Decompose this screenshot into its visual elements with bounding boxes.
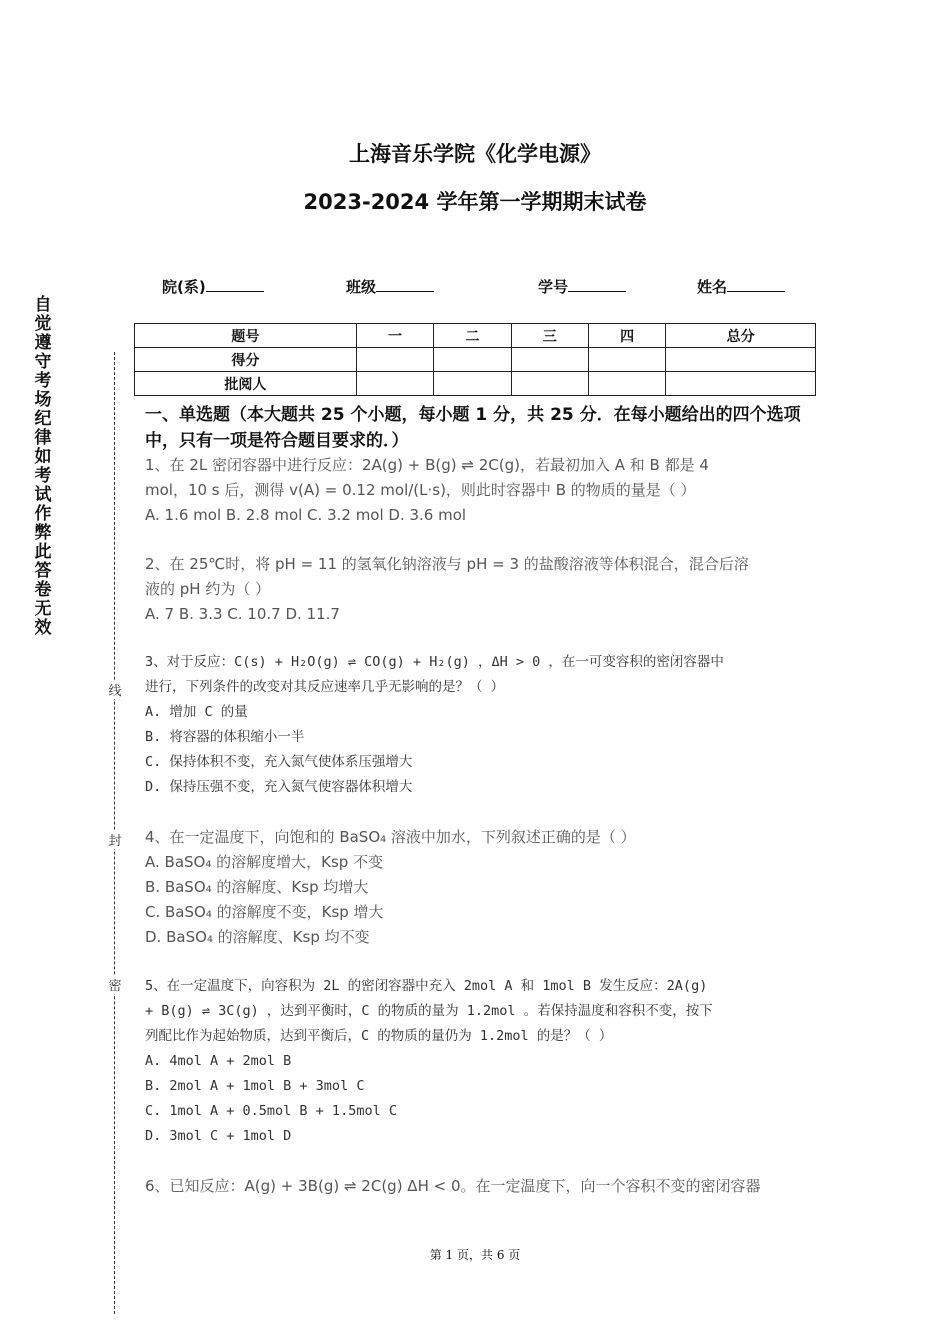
section-heading: 一、单选题（本大题共 25 个小题，每小题 1 分，共 25 分．在每小题给出的四个选项中，只有一项是符合题目要求的．） [145,405,801,451]
seal-char: 遵 [34,333,52,353]
seal-char: 考 [34,371,52,391]
info-label: 学号 [538,278,569,296]
info-field-department [162,276,264,297]
info-field-name [697,276,785,297]
binding-label-line: 线 [106,680,124,699]
question-option: B. 将容器的体积缩小一半 [145,729,305,745]
score-table-header: 一 [356,324,433,348]
score-cell [356,348,433,372]
question-line: mol，10 s 后，测得 v(A) = 0.12 mol/(L·s)，则此时容器中 B 的物质的量是（ ） [145,481,696,499]
score-cell [356,372,433,396]
seal-char: 纪 [34,409,52,429]
fill-blank [727,277,785,292]
seal-char: 律 [34,428,52,448]
seal-char: 卷 [34,580,52,600]
seal-char: 效 [34,618,52,638]
score-table-row [135,348,816,372]
score-cell [434,348,511,372]
score-row-label: 得分 [135,348,357,372]
info-field-student-id [538,276,626,297]
seal-char: 无 [34,599,52,619]
question-2 [145,552,813,627]
exam-title-line2: 2023-2024 学年第一学期期末试卷 [303,190,647,214]
binding-label-seal: 封 [106,830,124,849]
seal-char: 如 [34,447,52,467]
seal-char: 答 [34,561,52,581]
score-table-header: 题号 [135,324,357,348]
score-table-header: 四 [588,324,665,348]
info-label: 班级 [346,278,377,296]
score-table-row [135,372,816,396]
question-option: A. 增加 C 的量 [145,704,248,720]
seal-char: 弊 [34,523,52,543]
score-row-label: 批阅人 [135,372,357,396]
seal-char: 守 [34,352,52,372]
score-cell [588,348,665,372]
binding-label-secret: 密 [106,975,124,994]
score-cell [511,348,588,372]
question-6 [145,1174,813,1199]
question-1 [145,453,813,528]
seal-char: 作 [34,504,52,524]
question-line: 6、已知反应：A(g) + 3B(g) ⇌ 2C(g) ΔH < 0。在一定温度下，向一个容积不变的密闭容器 [145,1177,761,1195]
question-option: C. 1mol A + 0.5mol B + 1.5mol C [145,1103,397,1119]
question-option: A. 4mol A + 2mol B [145,1053,292,1069]
question-4 [145,825,813,950]
seal-char: 试 [34,485,52,505]
fill-blank [376,277,434,292]
question-line: 液的 pH 约为（ ） [145,580,271,598]
seal-char: 自 [34,295,52,315]
seal-warning-text [30,296,56,638]
question-option: B. BaSO₄ 的溶解度、Ksp 均增大 [145,878,369,896]
score-cell [434,372,511,396]
question-line: 4、在一定温度下，向饱和的 BaSO₄ 溶液中加水，下列叙述正确的是（ ） [145,828,636,846]
question-option: D. 保持压强不变，充入氮气使容器体积增大 [145,779,413,795]
seal-char: 考 [34,466,52,486]
question-option: C. BaSO₄ 的溶解度不变，Ksp 增大 [145,903,384,921]
seal-char: 此 [34,542,52,562]
info-field-class [346,276,434,297]
score-cell [511,372,588,396]
exam-title-line1: 上海音乐学院《化学电源》 [349,142,601,166]
question-option: B. 2mol A + 1mol B + 3mol C [145,1078,365,1094]
info-label: 院(系) [162,278,206,296]
question-option: C. 保持体积不变，充入氮气使体系压强增大 [145,754,413,770]
score-cell [588,372,665,396]
score-table-header: 总分 [666,324,816,348]
question-option: A. BaSO₄ 的溶解度增大，Ksp 不变 [145,853,384,871]
question-line: 5、在一定温度下，向容积为 2L 的密闭容器中充入 2mol A 和 1mol B 发生反应：2A(g) [145,978,708,994]
score-table-header: 三 [511,324,588,348]
seal-char: 觉 [34,314,52,334]
question-options: A. 7 B. 3.3 C. 10.7 D. 11.7 [145,605,340,623]
question-line: 进行，下列条件的改变对其反应速率几乎无影响的是？（ ） [145,679,505,695]
score-table [134,323,816,396]
score-table-header-row [135,324,816,348]
question-line: 列配比作为起始物质，达到平衡后，C 的物质的量仍为 1.2mol 的是？（ ） [145,1028,613,1044]
fill-blank [568,277,626,292]
question-5 [145,974,813,1149]
question-line: 2、在 25℃时，将 pH = 11 的氢氧化钠溶液与 pH = 3 的盐酸溶液等体积混合，混合后溶 [145,555,749,573]
info-label: 姓名 [697,278,728,296]
question-option: D. BaSO₄ 的溶解度、Ksp 均不变 [145,928,370,946]
score-cell [666,372,816,396]
seal-char: 场 [34,390,52,410]
question-line: + B(g) ⇌ 3C(g) ，达到平衡时，C 的物质的量为 1.2mol 。若保持温度和容积不变，按下 [145,1003,713,1019]
question-line: 1、在 2L 密闭容器中进行反应：2A(g) + B(g) ⇌ 2C(g)，若最初加入 A 和 B 都是 4 [145,456,709,474]
question-option: D. 3mol C + 1mol D [145,1128,292,1144]
fill-blank [206,277,264,292]
page-footer: 第 1 页，共 6 页 [429,1248,521,1262]
question-options: A. 1.6 mol B. 2.8 mol C. 3.2 mol D. 3.6 mol [145,506,467,524]
score-cell [666,348,816,372]
question-line: 3、对于反应：C(s) + H₂O(g) ⇌ CO(g) + H₂(g) ，ΔH > 0 ，在一可变容积的密闭容器中 [145,654,724,670]
score-table-header: 二 [434,324,511,348]
question-3 [145,650,813,800]
